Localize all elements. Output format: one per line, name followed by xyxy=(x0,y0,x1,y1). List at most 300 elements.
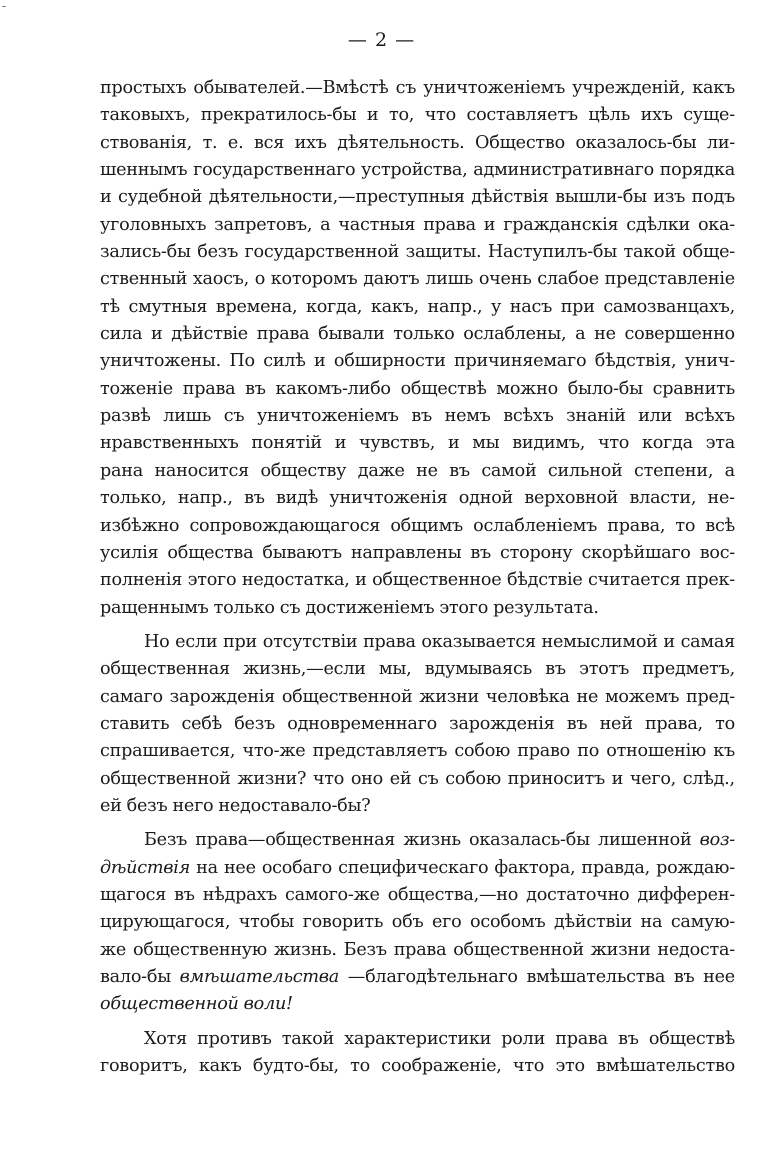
word: чувствъ, xyxy=(358,433,436,454)
word: нее xyxy=(223,857,256,878)
text-line xyxy=(100,239,735,266)
word: отсутствіи xyxy=(262,631,358,652)
word: какомъ-либо xyxy=(275,378,391,399)
word: частныя xyxy=(338,214,416,235)
word: понятій xyxy=(251,433,322,454)
text-line xyxy=(100,184,735,211)
word: ослабленіемъ xyxy=(473,515,598,536)
text-line xyxy=(100,937,735,964)
word: нее xyxy=(703,967,735,987)
text-line xyxy=(100,212,735,239)
word: самой xyxy=(481,460,537,481)
paragraph xyxy=(100,75,735,622)
text-line xyxy=(100,656,735,683)
word: дифферен- xyxy=(637,884,735,905)
word: обществѣ xyxy=(648,1028,735,1049)
word: а xyxy=(320,214,331,235)
word: общественной xyxy=(281,686,413,707)
word: говоритъ, xyxy=(100,1056,188,1077)
word: бѣдствія, xyxy=(594,351,677,372)
text-line xyxy=(100,991,735,1018)
text-line xyxy=(100,540,735,567)
word: у xyxy=(491,296,502,317)
text-line xyxy=(100,266,735,293)
word: такой xyxy=(623,242,676,263)
word: сторону xyxy=(500,542,573,563)
word: собою xyxy=(454,741,511,762)
word: дѣйствіи xyxy=(553,912,632,933)
word: въ xyxy=(174,884,195,905)
word: По xyxy=(229,351,255,372)
word: лишь xyxy=(163,406,212,427)
word: степени, xyxy=(634,460,714,481)
word: вмѣшательство xyxy=(596,1056,735,1077)
word: при xyxy=(223,631,258,652)
text-line xyxy=(100,130,735,157)
word: роли xyxy=(501,1028,546,1049)
word: простыхъ xyxy=(100,78,187,98)
text-line xyxy=(100,766,735,793)
word: чего, xyxy=(629,768,677,789)
italic-word: общественной xyxy=(100,994,239,1015)
text-line xyxy=(100,513,735,540)
word: и xyxy=(334,433,347,454)
word: оказывается xyxy=(421,631,536,652)
word: и xyxy=(355,570,367,591)
word: на xyxy=(640,912,663,933)
word: эта xyxy=(705,433,735,454)
word: жизни xyxy=(590,939,651,960)
word: недостатка, xyxy=(241,570,350,591)
word: же xyxy=(100,939,127,960)
word: то, xyxy=(388,105,415,126)
word: жизнь,—если xyxy=(243,659,366,680)
word: а xyxy=(724,460,735,481)
word: вышли-бы xyxy=(555,187,647,208)
word: съ xyxy=(395,78,417,98)
word: самого-же xyxy=(284,884,380,905)
word: оказалась-бы xyxy=(469,830,590,851)
word: ей xyxy=(100,795,122,816)
word: результата. xyxy=(493,597,599,618)
word: съ xyxy=(279,597,301,618)
word: вмѣшательства xyxy=(526,967,666,987)
word: соображеніе, xyxy=(381,1056,502,1077)
text-line xyxy=(100,294,735,321)
word: немъ xyxy=(444,406,491,427)
word: скорѣйшаго xyxy=(581,542,691,563)
word: времена, xyxy=(215,296,298,317)
word: какъ xyxy=(198,1056,242,1077)
word: будто-бы, xyxy=(252,1056,339,1077)
word: сила xyxy=(100,324,143,345)
word: права xyxy=(423,214,476,235)
word: гражданскія xyxy=(503,214,619,235)
word: унич- xyxy=(684,351,735,372)
italic-word: воли! xyxy=(243,994,293,1015)
word: прекратилось-бы xyxy=(200,105,357,126)
word: и xyxy=(447,433,460,454)
word: общества xyxy=(167,542,254,563)
word: жизни xyxy=(419,686,479,707)
word: нравственныхъ xyxy=(100,433,239,454)
word: Общество xyxy=(475,132,565,153)
word: этотъ xyxy=(579,659,630,680)
word: только, xyxy=(100,488,167,509)
word: что xyxy=(512,1056,545,1077)
word: рождаю- xyxy=(656,857,735,878)
word: ращеннымъ xyxy=(100,597,209,618)
word: безъ xyxy=(126,795,168,816)
word: это xyxy=(555,1056,585,1077)
word: уголовныхъ xyxy=(100,214,207,235)
word: въ xyxy=(566,713,588,734)
word: Безъ xyxy=(343,939,387,960)
word: и xyxy=(100,187,112,208)
word: чтобы xyxy=(238,912,295,933)
word: не xyxy=(594,324,616,345)
word: дѣйствіе xyxy=(171,324,248,345)
word: порядка xyxy=(659,160,735,181)
word: общественная xyxy=(100,659,230,680)
word: противъ xyxy=(197,1028,272,1049)
word: общественной xyxy=(453,939,584,960)
word: ослаблены, xyxy=(463,324,567,345)
word: Но xyxy=(144,631,170,652)
word: жизнь xyxy=(403,830,461,851)
word: судебной xyxy=(117,187,203,208)
word: зались-бы xyxy=(100,242,191,263)
word: дѣятельности,—преступныя xyxy=(208,187,465,208)
word: дѣйствія xyxy=(471,187,549,208)
word: суще- xyxy=(683,105,735,126)
word: ихъ xyxy=(640,105,673,126)
word: какъ, xyxy=(370,296,419,317)
word: уничтоженія xyxy=(329,488,448,509)
word: всѣ xyxy=(705,515,735,536)
word: не- xyxy=(707,488,735,509)
word: даютъ xyxy=(363,269,420,290)
word: общественное xyxy=(372,570,502,591)
word: зарожденія xyxy=(169,686,275,707)
word: избѣжно xyxy=(100,515,180,536)
word: считается xyxy=(588,570,681,591)
word: Наступилъ-бы xyxy=(487,242,617,263)
text-line xyxy=(100,855,735,882)
word: по xyxy=(577,741,600,762)
text-line xyxy=(100,485,735,512)
word: въ xyxy=(244,488,265,509)
text-line xyxy=(100,567,735,594)
word: права xyxy=(182,378,236,399)
text-line xyxy=(100,909,735,936)
word: ли- xyxy=(706,132,735,153)
word: на xyxy=(196,857,218,878)
word: представляетъ xyxy=(312,741,448,762)
word: права, xyxy=(644,713,703,734)
word: его xyxy=(432,912,462,933)
word: шеннымъ xyxy=(100,160,188,181)
word: прек- xyxy=(685,570,735,591)
text-line xyxy=(100,376,735,403)
word: и xyxy=(366,105,379,126)
word: было-бы xyxy=(567,378,643,399)
word: приноситъ xyxy=(507,768,605,789)
word: вдумываясь xyxy=(424,659,532,680)
word: права, xyxy=(607,515,666,536)
word: бѣдствіе xyxy=(506,570,583,591)
word: жизни? xyxy=(237,768,307,789)
word: о xyxy=(254,269,266,290)
word: когда xyxy=(641,433,693,454)
word: государственной xyxy=(244,242,400,263)
text-line xyxy=(100,738,735,765)
word: можемъ xyxy=(604,686,680,707)
text-line xyxy=(100,403,735,430)
word: право xyxy=(517,741,571,762)
word: пред- xyxy=(686,686,735,707)
word: общимъ xyxy=(390,515,463,536)
word: бывали xyxy=(318,324,385,345)
word: обществѣ xyxy=(400,378,487,399)
word: права—общественная xyxy=(195,830,396,851)
word: таковыхъ, xyxy=(100,105,191,126)
word: напр., xyxy=(427,296,483,317)
word: уничтожены. xyxy=(100,351,221,372)
paragraph xyxy=(100,827,735,1018)
word: безъ xyxy=(197,242,239,263)
paragraph xyxy=(100,1026,735,1081)
text-line xyxy=(100,1053,735,1080)
word: цирующагося, xyxy=(100,912,231,933)
word: сильной xyxy=(547,460,623,481)
word: въ xyxy=(449,460,470,481)
word: достаточно xyxy=(526,884,630,905)
text-line xyxy=(100,882,735,909)
word: причиняемаго xyxy=(454,351,587,372)
word: такой xyxy=(281,1028,335,1049)
word: а xyxy=(575,324,586,345)
word: всѣхъ xyxy=(684,406,735,427)
word: слабое xyxy=(537,269,599,290)
word: въ xyxy=(673,967,695,987)
word: предметъ, xyxy=(642,659,735,680)
word: въ xyxy=(470,542,491,563)
word: съ xyxy=(223,406,245,427)
text-line xyxy=(100,458,735,485)
word: одновременнаго xyxy=(287,713,437,734)
word: отношенію xyxy=(606,741,707,762)
word: характеристики xyxy=(344,1028,492,1049)
word: представленіе xyxy=(604,269,735,290)
word: уничтоженіемъ xyxy=(256,406,399,427)
word: что xyxy=(597,433,630,454)
word: государственнаго xyxy=(193,160,356,181)
word: и xyxy=(611,768,624,789)
word: защиты. xyxy=(405,242,482,263)
word: права xyxy=(393,939,447,960)
word: хаосъ, xyxy=(192,269,249,290)
word: говорить xyxy=(302,912,384,933)
word: зарожденія xyxy=(449,713,555,734)
corner-mark: - xyxy=(2,0,7,13)
word: щагося xyxy=(100,884,167,905)
word: верховной xyxy=(524,488,619,509)
word: то xyxy=(675,515,696,536)
word: ствованія, xyxy=(100,132,193,153)
word: видимъ, xyxy=(512,433,586,454)
italic-word: дѣйствія xyxy=(100,857,191,878)
word: развѣ xyxy=(100,406,151,427)
text-line xyxy=(100,793,735,820)
word: съ xyxy=(418,768,439,789)
word: напр., xyxy=(177,488,233,509)
word: человѣка xyxy=(485,686,570,707)
word: даже xyxy=(357,460,405,481)
word: недоставало-бы? xyxy=(218,795,371,816)
word: то xyxy=(715,713,735,734)
word: знаній xyxy=(566,406,626,427)
word: общественной xyxy=(100,768,231,789)
word: силѣ xyxy=(263,351,306,372)
text-line xyxy=(100,964,735,991)
word: бываютъ xyxy=(262,542,342,563)
word: въ xyxy=(245,378,266,399)
word: сравнить xyxy=(652,378,735,399)
text-line xyxy=(100,75,735,102)
word: въ xyxy=(411,406,432,427)
word: направлены xyxy=(350,542,462,563)
word: мы xyxy=(472,433,500,454)
word: усилія xyxy=(100,542,159,563)
word: Хотя xyxy=(144,1028,187,1049)
word: обще- xyxy=(682,242,735,263)
word: въ xyxy=(545,659,566,680)
word: обывателей.—Вмѣстѣ xyxy=(193,78,389,98)
word: лишенной xyxy=(598,830,692,851)
word: одной xyxy=(458,488,514,509)
word: ственный xyxy=(100,269,188,290)
word: себѣ xyxy=(181,713,222,734)
word: права xyxy=(363,631,416,652)
word: дѣятельность. xyxy=(337,132,465,153)
word: особомъ xyxy=(470,912,546,933)
word: нѣдрахъ xyxy=(202,884,277,905)
word: только xyxy=(213,597,275,618)
text-line xyxy=(100,711,735,738)
text-line xyxy=(100,321,735,348)
text-line xyxy=(100,629,735,656)
word: недоста- xyxy=(657,939,735,960)
word: и xyxy=(314,351,326,372)
word: цѣль xyxy=(588,105,631,126)
word: что xyxy=(424,105,456,126)
word: вос- xyxy=(699,542,735,563)
word: общества,—но xyxy=(387,884,519,905)
word: или xyxy=(638,406,673,427)
word: только xyxy=(393,324,455,345)
text-line xyxy=(100,157,735,184)
word: то xyxy=(350,1056,370,1077)
word: собою xyxy=(445,768,501,789)
word: этого xyxy=(187,570,237,591)
word: достиженіемъ xyxy=(305,597,435,618)
word: лишь xyxy=(425,269,474,290)
word: всѣхъ xyxy=(503,406,554,427)
word: т. xyxy=(202,132,218,153)
word: объ xyxy=(391,912,424,933)
word: власти, xyxy=(629,488,697,509)
word: не xyxy=(576,686,599,707)
word: жизнь. xyxy=(273,939,337,960)
word: самую- xyxy=(670,912,735,933)
word: полненія xyxy=(100,570,183,591)
text-line xyxy=(100,827,735,854)
word: совершенно xyxy=(624,324,735,345)
word: подъ xyxy=(691,187,735,208)
word: ней xyxy=(599,713,633,734)
word: и xyxy=(151,324,163,345)
word: когда, xyxy=(305,296,363,317)
word: если xyxy=(175,631,218,652)
word: слѣд., xyxy=(682,768,735,789)
word: общественную xyxy=(133,939,267,960)
word: мы, xyxy=(378,659,412,680)
word: ока- xyxy=(697,214,735,235)
word: рана xyxy=(100,460,143,481)
word: запретовъ, xyxy=(214,214,313,235)
word: вся xyxy=(253,132,285,153)
text-line xyxy=(100,430,735,457)
word: немыслимой xyxy=(541,631,658,652)
page-number: — 2 — xyxy=(347,29,416,51)
word: оказалось-бы xyxy=(575,132,697,153)
word: оно xyxy=(350,768,383,789)
word: наносится xyxy=(154,460,249,481)
word: правда, xyxy=(581,857,650,878)
word: видѣ xyxy=(276,488,319,509)
word: учрежденій, xyxy=(572,78,686,98)
word: спрашивается, xyxy=(100,741,236,762)
word: него xyxy=(172,795,214,816)
text-line xyxy=(100,684,735,711)
word: административнаго xyxy=(473,160,654,181)
word: безъ xyxy=(234,713,276,734)
word: ставить xyxy=(100,713,170,734)
word: сопровождающагося xyxy=(189,515,381,536)
word: Безъ xyxy=(144,830,188,851)
word: специфическаго xyxy=(338,857,489,878)
text-line xyxy=(100,348,735,375)
word: устройства, xyxy=(361,160,468,181)
word: можно xyxy=(496,378,558,399)
word: фактора, xyxy=(494,857,576,878)
word: обширности xyxy=(333,351,446,372)
italic-word: воз- xyxy=(699,830,735,851)
paragraph xyxy=(100,629,735,820)
word: уничтоженіемъ xyxy=(423,78,566,98)
word: вало-бы xyxy=(100,967,171,987)
word: въ xyxy=(618,1028,639,1049)
text-line xyxy=(100,1026,735,1053)
text-line xyxy=(100,595,735,622)
word: очень xyxy=(478,269,532,290)
word: что xyxy=(312,768,345,789)
word: и xyxy=(663,631,675,652)
word: смутныя xyxy=(128,296,208,317)
word: особаго xyxy=(261,857,333,878)
word: самая xyxy=(680,631,735,652)
